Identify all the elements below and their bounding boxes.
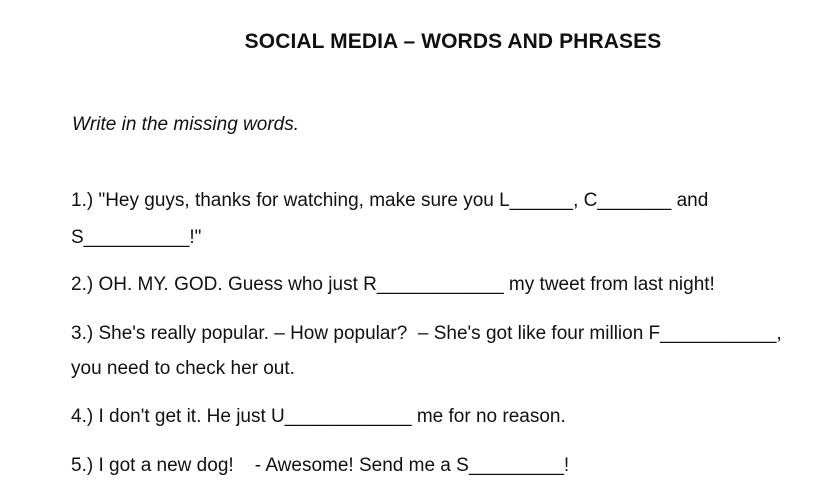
exercise-1-line-2: S__________!" [71, 227, 202, 248]
exercise-2: 2.) OH. MY. GOD. Guess who just R____________ my tweet from last night! [71, 274, 715, 295]
exercise-5: 5.) I got a new dog! - Awesome! Send me a S_________! [71, 455, 570, 476]
exercise-1-line-1: 1.) "Hey guys, thanks for watching, make sure you L______, C_______ and [71, 190, 709, 211]
exercise-4: 4.) I don't get it. He just U____________ me for no reason. [71, 406, 566, 427]
exercise-3-line-2: you need to check her out. [71, 358, 295, 379]
worksheet-title: SOCIAL MEDIA – WORDS AND PHRASES [244, 30, 662, 53]
instruction-text: Write in the missing words. [72, 114, 300, 135]
exercise-3-line-1: 3.) She's really popular. – How popular? – She's got like four million F___________, [71, 323, 782, 344]
